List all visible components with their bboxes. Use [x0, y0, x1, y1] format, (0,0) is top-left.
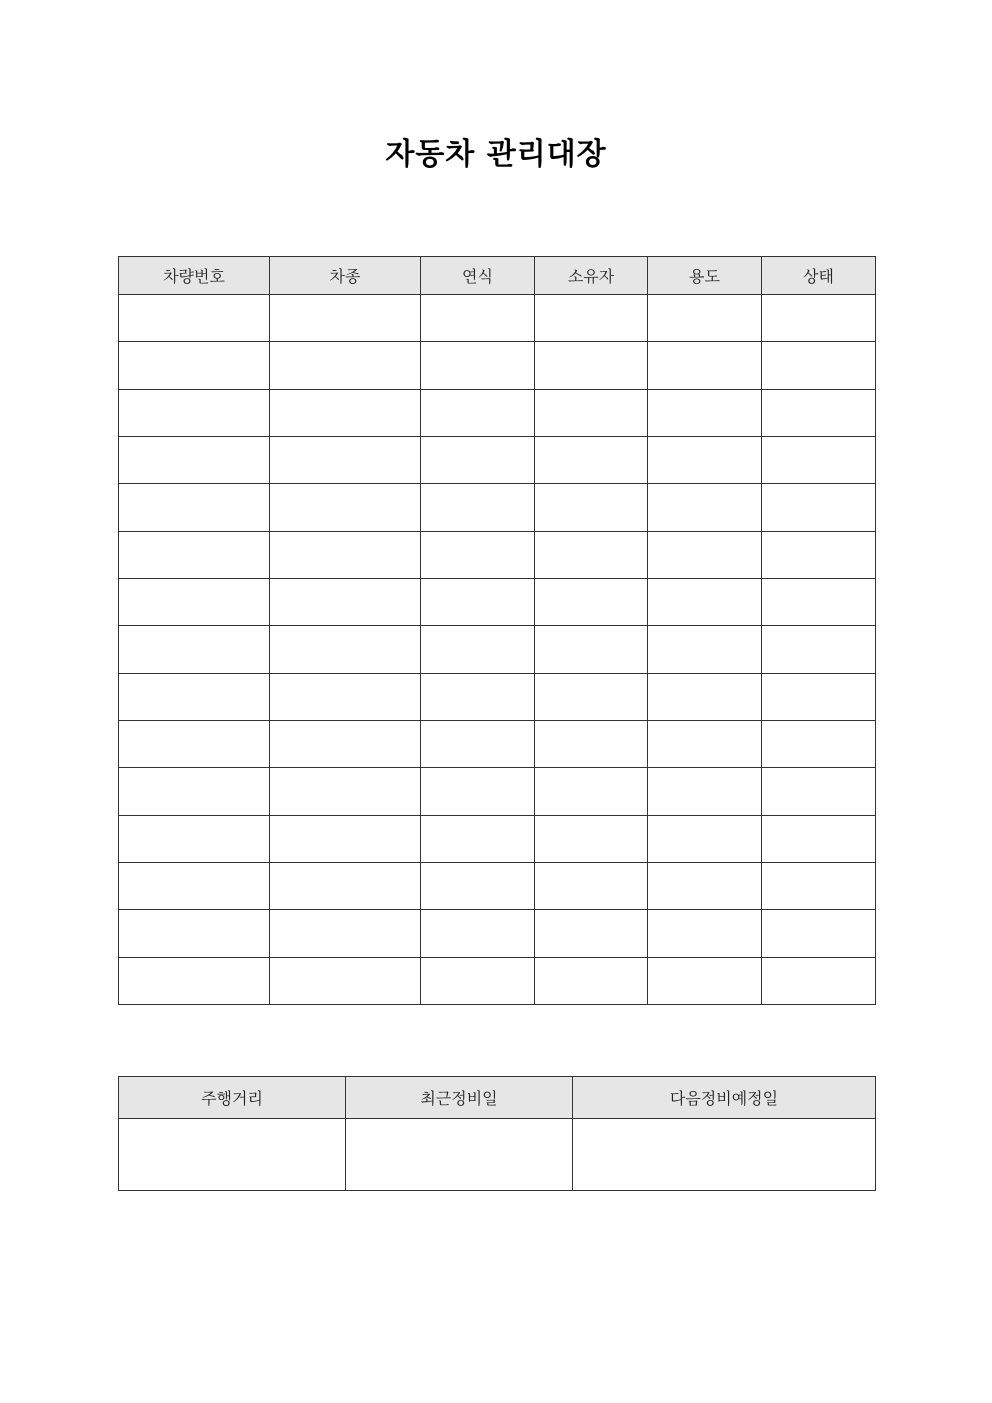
table-cell[interactable] [648, 957, 762, 1004]
table-row [119, 578, 876, 625]
table-row [119, 910, 876, 957]
table-row [119, 815, 876, 862]
table-cell[interactable] [270, 389, 421, 436]
table-cell[interactable] [762, 673, 876, 720]
table-cell[interactable] [270, 720, 421, 767]
table-cell[interactable] [535, 389, 648, 436]
table-cell[interactable] [648, 484, 762, 531]
table-cell[interactable] [270, 815, 421, 862]
table-row [119, 436, 876, 483]
header-next-service-date: 다음정비예정일 [573, 1077, 876, 1119]
table-cell[interactable] [648, 815, 762, 862]
table-row [119, 720, 876, 767]
table-row [119, 531, 876, 578]
table-cell[interactable] [535, 673, 648, 720]
table-cell[interactable] [648, 720, 762, 767]
table-cell[interactable] [648, 436, 762, 483]
table-row [119, 389, 876, 436]
table-cell[interactable] [648, 673, 762, 720]
table-cell[interactable] [421, 626, 535, 673]
table-cell[interactable] [648, 389, 762, 436]
table-cell[interactable] [648, 768, 762, 815]
header-mileage: 주행거리 [119, 1077, 346, 1119]
table-cell[interactable] [535, 531, 648, 578]
table-row [119, 626, 876, 673]
table-row [119, 862, 876, 909]
table-cell[interactable] [762, 531, 876, 578]
table-cell[interactable] [648, 626, 762, 673]
table-cell[interactable] [421, 862, 535, 909]
table-cell[interactable] [119, 673, 270, 720]
header-vehicle-number: 차량번호 [119, 257, 270, 295]
table-cell[interactable] [762, 910, 876, 957]
table-cell[interactable] [421, 531, 535, 578]
table-cell[interactable] [535, 720, 648, 767]
table-cell[interactable] [535, 295, 648, 342]
table-cell[interactable] [535, 484, 648, 531]
table-cell[interactable] [762, 720, 876, 767]
table-cell[interactable] [119, 295, 270, 342]
table-cell[interactable] [346, 1119, 573, 1191]
table-cell[interactable] [421, 768, 535, 815]
table-cell[interactable] [270, 342, 421, 389]
page-title: 자동차 관리대장 [385, 137, 607, 172]
table-cell[interactable] [648, 578, 762, 625]
table-cell[interactable] [535, 578, 648, 625]
table-cell[interactable] [270, 436, 421, 483]
table-row [119, 768, 876, 815]
table-cell[interactable] [119, 436, 270, 483]
table-cell[interactable] [421, 673, 535, 720]
table-row [119, 484, 876, 531]
table-cell[interactable] [119, 484, 270, 531]
header-last-service-date: 최근정비일 [346, 1077, 573, 1119]
table-cell[interactable] [762, 436, 876, 483]
table-cell[interactable] [648, 862, 762, 909]
header-usage: 용도 [648, 257, 762, 295]
table-cell[interactable] [119, 578, 270, 625]
table-cell[interactable] [119, 531, 270, 578]
table-cell[interactable] [762, 957, 876, 1004]
table-cell[interactable] [573, 1119, 876, 1191]
table-cell[interactable] [762, 389, 876, 436]
table-cell[interactable] [119, 342, 270, 389]
table-cell[interactable] [762, 626, 876, 673]
table-cell[interactable] [119, 862, 270, 909]
table-cell[interactable] [535, 342, 648, 389]
table-cell[interactable] [421, 389, 535, 436]
table-cell[interactable] [648, 342, 762, 389]
table-cell[interactable] [270, 578, 421, 625]
table-cell[interactable] [762, 815, 876, 862]
table-cell[interactable] [119, 910, 270, 957]
table-cell[interactable] [119, 389, 270, 436]
table-cell[interactable] [421, 578, 535, 625]
table-cell[interactable] [421, 295, 535, 342]
table-cell[interactable] [421, 957, 535, 1004]
table-cell[interactable] [762, 768, 876, 815]
table-row [119, 295, 876, 342]
table-cell[interactable] [270, 484, 421, 531]
table-cell[interactable] [535, 626, 648, 673]
table-cell[interactable] [421, 720, 535, 767]
table-cell[interactable] [421, 910, 535, 957]
header-status: 상태 [762, 257, 876, 295]
table-cell[interactable] [270, 862, 421, 909]
table-cell[interactable] [119, 815, 270, 862]
header-model-year: 연식 [421, 257, 535, 295]
table-cell[interactable] [421, 342, 535, 389]
table-cell[interactable] [535, 768, 648, 815]
maintenance-header-row [119, 1077, 876, 1119]
table-row [119, 342, 876, 389]
vehicle-ledger-table [118, 256, 876, 1005]
table-cell[interactable] [270, 626, 421, 673]
table-cell[interactable] [119, 720, 270, 767]
table-cell[interactable] [648, 531, 762, 578]
header-vehicle-model: 차종 [270, 257, 421, 295]
table-cell[interactable] [270, 910, 421, 957]
table-cell[interactable] [270, 957, 421, 1004]
table-cell[interactable] [648, 910, 762, 957]
table-cell[interactable] [535, 862, 648, 909]
table-cell[interactable] [119, 1119, 346, 1191]
table-cell[interactable] [270, 531, 421, 578]
header-owner: 소유자 [535, 257, 648, 295]
table-row [119, 1119, 876, 1191]
maintenance-table [118, 1076, 876, 1191]
vehicle-header-row [119, 257, 876, 295]
table-row [119, 673, 876, 720]
table-cell[interactable] [762, 578, 876, 625]
table-row [119, 957, 876, 1004]
table-cell[interactable] [762, 342, 876, 389]
table-cell[interactable] [270, 673, 421, 720]
table-cell[interactable] [535, 957, 648, 1004]
table-cell[interactable] [421, 815, 535, 862]
table-cell[interactable] [421, 484, 535, 531]
table-cell[interactable] [119, 768, 270, 815]
table-cell[interactable] [535, 815, 648, 862]
table-cell[interactable] [535, 436, 648, 483]
table-cell[interactable] [270, 295, 421, 342]
table-cell[interactable] [119, 957, 270, 1004]
table-cell[interactable] [762, 295, 876, 342]
table-cell[interactable] [762, 862, 876, 909]
table-cell[interactable] [270, 768, 421, 815]
table-cell[interactable] [762, 484, 876, 531]
table-cell[interactable] [648, 295, 762, 342]
table-cell[interactable] [421, 436, 535, 483]
table-cell[interactable] [535, 910, 648, 957]
table-cell[interactable] [119, 626, 270, 673]
